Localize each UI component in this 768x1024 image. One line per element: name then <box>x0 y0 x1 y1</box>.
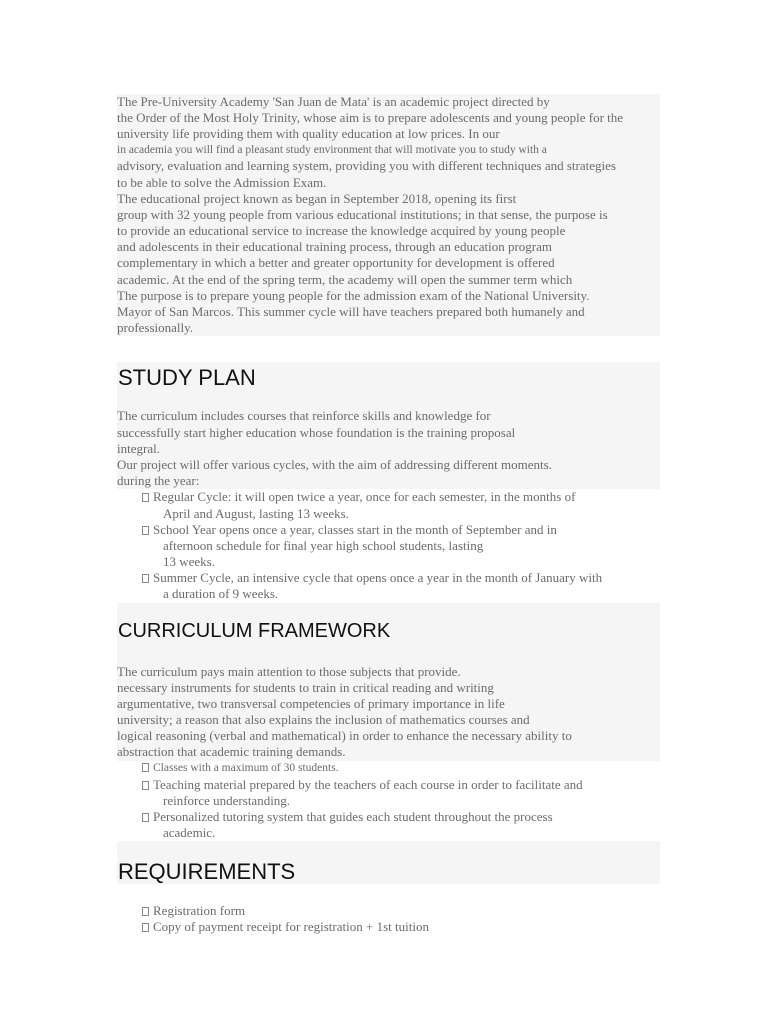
intro-line: The purpose is to prepare young people for the admission exam of the National University. <box>117 288 590 303</box>
intro-line: group with 32 young people from various educational institutions; in that sense, the purpose is <box>117 207 608 222</box>
intro-line: in academia you will find a pleasant study environment that will motivate you to study with a <box>117 144 547 156</box>
intro-line: and adolescents in their educational training process, through an education program <box>117 239 552 254</box>
intro-line: The educational project known as began in September 2018, opening its first <box>117 191 517 206</box>
list-item-text: Copy of payment receipt for registration + 1st tuition <box>153 919 429 934</box>
intro-line: Mayor of San Marcos. This summer cycle will have teachers prepared both humanely and <box>117 304 585 319</box>
list-item-continuation: reinforce understanding. <box>163 793 291 808</box>
list-item-text: Registration form <box>153 903 246 918</box>
list-item-text: Classes with a maximum of 30 students. <box>153 762 339 774</box>
curriculum-line: necessary instruments for students to train in critical reading and writing <box>117 680 494 695</box>
list-item-text: Regular Cycle: it will open twice a year, once for each semester, in the months of <box>153 489 576 504</box>
intro-line: to provide an educational service to increase the knowledge acquired by young people <box>117 223 566 238</box>
intro-line: advisory, evaluation and learning system, providing you with different techniques and strategies <box>117 158 616 173</box>
study-plan-line: successfully start higher education whose foundation is the training proposal <box>117 425 516 440</box>
list-item-continuation: April and August, lasting 13 weeks. <box>163 506 349 521</box>
intro-line: the Order of the Most Holy Trinity, whose aim is to prepare adolescents and young people for the <box>117 110 624 125</box>
intro-line: university life providing them with quality education at low prices. In our <box>117 126 500 141</box>
curriculum-line: university; a reason that also explains the inclusion of mathematics courses and <box>117 712 530 727</box>
list-item-text: Summer Cycle, an intensive cycle that opens once a year in the month of January with <box>153 570 603 585</box>
bullet-box-icon <box>142 574 149 583</box>
list-item-continuation: afternoon schedule for final year high school students, lasting <box>163 538 484 553</box>
bullet-box-icon <box>142 923 149 932</box>
curriculum-line: The curriculum pays main attention to those subjects that provide. <box>117 664 461 679</box>
curriculum-line: abstraction that academic training demands. <box>117 744 346 759</box>
study-plan-line: during the year: <box>117 473 200 488</box>
curriculum-line: logical reasoning (verbal and mathematical) in order to enhance the necessary ability to <box>117 728 572 743</box>
study-plan-line: The curriculum includes courses that reinforce skills and knowledge for <box>117 408 491 423</box>
list-item-text: Teaching material prepared by the teachers of each course in order to facilitate and <box>153 777 583 792</box>
intro-line: academic. At the end of the spring term, the academy will open the summer term which <box>117 272 573 287</box>
bullet-box-icon <box>142 763 149 772</box>
list-item <box>142 777 583 793</box>
list-item-continuation: academic. <box>163 825 216 840</box>
list-item <box>142 919 429 935</box>
study-plan-line: integral. <box>117 441 160 456</box>
study-plan-line: Our project will offer various cycles, with the aim of addressing different moments. <box>117 457 552 472</box>
list-item <box>142 809 553 825</box>
bullet-box-icon <box>142 813 149 822</box>
list-item-continuation: a duration of 9 weeks. <box>163 586 279 601</box>
curriculum-line: argumentative, two transversal competencies of primary importance in life <box>117 696 505 711</box>
list-item <box>142 903 245 919</box>
list-item-text: Personalized tutoring system that guides each student throughout the process <box>153 809 553 824</box>
intro-line: professionally. <box>117 320 194 335</box>
list-item <box>142 760 339 776</box>
bullet-box-icon <box>142 526 149 535</box>
requirements-heading: REQUIREMENTS <box>118 859 296 884</box>
list-item-text: School Year opens once a year, classes start in the month of September and in <box>153 522 557 537</box>
intro-line: complementary in which a better and greater opportunity for development is offered <box>117 255 555 270</box>
list-item-continuation: 13 weeks. <box>163 554 215 569</box>
bullet-box-icon <box>142 493 149 502</box>
bullet-box-icon <box>142 907 149 916</box>
list-item <box>142 489 575 505</box>
curriculum-heading: CURRICULUM FRAMEWORK <box>118 620 391 642</box>
intro-line: The Pre-University Academy 'San Juan de Mata' is an academic project directed by <box>117 94 550 109</box>
list-item <box>142 570 602 586</box>
intro-line: to be able to solve the Admission Exam. <box>117 175 327 190</box>
study-plan-heading: STUDY PLAN <box>118 365 256 390</box>
bullet-box-icon <box>142 781 149 790</box>
list-item <box>142 522 557 538</box>
